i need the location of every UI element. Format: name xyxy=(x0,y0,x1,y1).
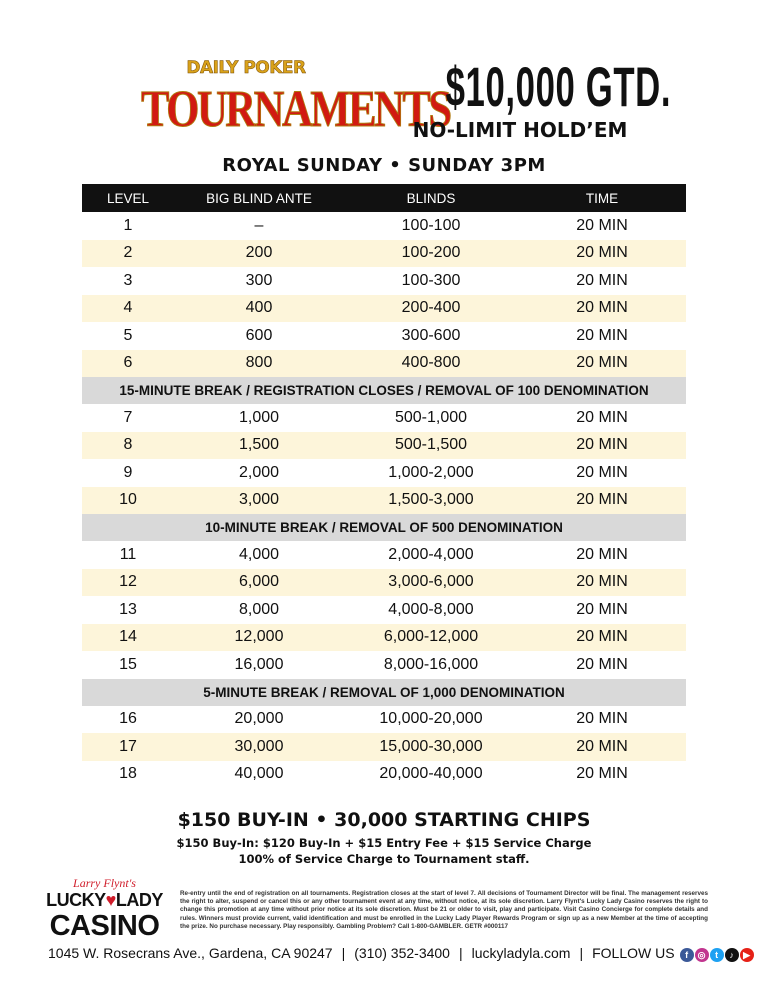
table-cell: 8,000-16,000 xyxy=(383,655,479,673)
table-cell: 15 xyxy=(119,655,137,673)
table-row xyxy=(82,651,686,679)
table-cell: 9 xyxy=(123,463,133,481)
table-cell: 14 xyxy=(119,628,137,646)
tiktok-icon[interactable]: ♪ xyxy=(725,948,739,962)
table-cell: 20 MIN xyxy=(576,491,628,509)
table-cell: 20 MIN xyxy=(576,326,628,344)
table-cell: 600 xyxy=(245,326,273,344)
table-cell: 20 MIN xyxy=(576,408,628,426)
table-cell: 12 xyxy=(119,573,137,591)
table-cell: 200 xyxy=(245,244,273,262)
table-cell: 16 xyxy=(119,710,137,728)
buyin-title: $150 BUY-IN • 30,000 STARTING CHIPS xyxy=(177,809,591,831)
table-header xyxy=(82,184,686,212)
table-cell: 300 xyxy=(245,271,273,289)
table-cell: 4 xyxy=(123,299,133,317)
table-cell: 1,500-3,000 xyxy=(388,491,474,509)
table-cell: 5 xyxy=(123,326,133,344)
table-body xyxy=(82,212,686,788)
table-cell: 2,000 xyxy=(238,463,280,481)
youtube-icon[interactable]: ▶ xyxy=(740,948,754,962)
follow-us-label: FOLLOW US xyxy=(592,945,675,961)
table-cell: 8,000 xyxy=(238,600,280,618)
game-type: NO-LIMIT HOLD’EM xyxy=(412,118,628,142)
address: 1045 W. Rosecrans Ave., Gardena, CA 90247 xyxy=(48,945,333,961)
table-cell: 2 xyxy=(123,244,133,262)
table-cell: 3,000 xyxy=(238,491,280,509)
table-row xyxy=(82,733,686,761)
table-cell: 500-1,000 xyxy=(394,408,468,426)
column-header: LEVEL xyxy=(106,190,150,206)
website-link[interactable]: luckyladyla.com xyxy=(471,945,571,961)
structure-table xyxy=(82,184,686,788)
table-cell: 200-400 xyxy=(401,299,461,317)
table-row xyxy=(82,267,686,295)
table-cell: 13 xyxy=(119,600,137,618)
brand-lucky-lady xyxy=(42,890,167,911)
table-cell: 100-300 xyxy=(401,271,461,289)
table-cell: 15,000-30,000 xyxy=(379,737,483,755)
table-cell: 300-600 xyxy=(401,326,461,344)
table-cell: 20 MIN xyxy=(576,299,628,317)
table-row xyxy=(82,459,686,487)
heart-icon: ♥ xyxy=(105,890,116,910)
table-cell: 20 MIN xyxy=(576,573,628,591)
facebook-icon[interactable]: f xyxy=(680,948,694,962)
table-cell: 17 xyxy=(119,737,137,755)
table-cell: 1,000-2,000 xyxy=(388,463,474,481)
table-cell: 16,000 xyxy=(234,655,284,673)
table-cell: 7 xyxy=(123,408,133,426)
table-row xyxy=(82,761,686,789)
break-label: 10-MINUTE BREAK / REMOVAL OF 500 DENOMINATION xyxy=(205,520,563,535)
table-row xyxy=(82,240,686,268)
table-cell: 100-200 xyxy=(401,244,461,262)
table-cell: 2,000-4,000 xyxy=(388,545,474,563)
table-row xyxy=(82,322,686,350)
table-row xyxy=(82,596,686,624)
table-row xyxy=(82,404,686,432)
break-row xyxy=(82,679,686,706)
table-cell: 20 MIN xyxy=(576,216,628,234)
contact-bar xyxy=(48,944,751,962)
table-row xyxy=(82,487,686,515)
table-cell: 4,000 xyxy=(238,545,280,563)
table-cell: 20,000 xyxy=(234,710,284,728)
separator: | xyxy=(458,945,463,961)
column-header: TIME xyxy=(585,190,619,206)
logo-title: TOURNAMENTS xyxy=(141,81,450,138)
table-row xyxy=(82,569,686,597)
table-cell: 11 xyxy=(119,545,137,563)
table-cell: 12,000 xyxy=(234,628,284,646)
table-row xyxy=(82,541,686,569)
event-title: ROYAL SUNDAY • SUNDAY 3PM xyxy=(222,155,546,176)
guarantee-amount: $10,000 GTD. xyxy=(445,55,672,118)
table-row xyxy=(82,706,686,734)
disclaimer: Re-entry until the end of registration on all tournaments. Registration closes at the start of level 7. All decisions of Tournament Director will be final. The management reserves the right to alter, suspend or cancel this or any other tournament event at any time, without notice, at its sole discretion. Larry Flynt's Lucky Lady Casino reserves the right to change this promotion at any time without prior notice at its sole discretion. Must be 21 or older to visit, play and participate. Visit Casino Concierge for complete details and rules. Winners must provide current, valid identification and must be enrolled in the Lucky Lady Player Rewards Program or sign up as a new Member at the time of accepting the prize. No purchase necessary. Play responsibly. Gambling Problem? Call 1-800-GAMBLER. GETR #000117 xyxy=(180,890,708,930)
table-cell: 6 xyxy=(123,354,133,372)
table-row xyxy=(82,624,686,652)
break-label: 5-MINUTE BREAK / REMOVAL OF 1,000 DENOMINATION xyxy=(203,684,565,700)
table-row xyxy=(82,350,686,378)
table-cell: 500-1,500 xyxy=(394,436,468,454)
table-row xyxy=(82,432,686,460)
table-cell: – xyxy=(254,216,264,234)
brand-lucky: LUCKY xyxy=(46,890,106,910)
instagram-icon[interactable]: ◎ xyxy=(695,948,709,962)
table-cell: 20 MIN xyxy=(576,765,628,783)
table-cell: 20 MIN xyxy=(576,463,628,481)
brand-casino: CASINO xyxy=(49,910,160,942)
column-header: BIG BLIND ANTE xyxy=(206,190,312,206)
social-icons xyxy=(679,944,754,962)
table-cell: 20 MIN xyxy=(576,737,628,755)
table-cell: 800 xyxy=(245,354,273,372)
table-cell: 20 MIN xyxy=(576,271,628,289)
separator: | xyxy=(579,945,584,961)
buyin-breakdown: $150 Buy-In: $120 Buy-In + $15 Entry Fee + $15 Service Charge xyxy=(176,836,592,850)
break-label: 15-MINUTE BREAK / REGISTRATION CLOSES / REMOVAL OF 100 DENOMINATION xyxy=(119,383,649,398)
lucky-lady-casino-logo xyxy=(42,876,167,942)
table-cell: 10,000-20,000 xyxy=(379,710,483,728)
table-cell: 400-800 xyxy=(401,354,461,372)
table-cell: 20 MIN xyxy=(576,436,628,454)
brand-script: Larry Flynt's xyxy=(73,876,136,890)
table-cell: 30,000 xyxy=(234,737,284,755)
service-charge-note: 100% of Service Charge to Tournament staff. xyxy=(238,852,530,866)
separator: | xyxy=(341,945,346,961)
table-cell: 20 MIN xyxy=(576,628,628,646)
table-row xyxy=(82,212,686,240)
phone[interactable]: (310) 352-3400 xyxy=(354,945,450,961)
break-row xyxy=(82,514,686,541)
break-row xyxy=(82,377,686,404)
table-cell: 20 MIN xyxy=(576,244,628,262)
table-row xyxy=(82,295,686,323)
table-cell: 10 xyxy=(119,491,137,509)
table-cell: 18 xyxy=(119,765,137,783)
table-cell: 4,000-8,000 xyxy=(388,600,474,618)
table-cell: 20 MIN xyxy=(576,655,628,673)
logo-subtitle: DAILY POKER xyxy=(186,58,306,78)
table-cell: 1,000 xyxy=(238,408,280,426)
column-header: BLINDS xyxy=(406,190,456,206)
table-cell: 8 xyxy=(123,436,133,454)
table-cell: 6,000 xyxy=(238,573,280,591)
table-cell: 40,000 xyxy=(234,765,284,783)
table-cell: 20 MIN xyxy=(576,354,628,372)
table-cell: 20 MIN xyxy=(576,545,628,563)
table-cell: 400 xyxy=(245,299,273,317)
daily-poker-tournaments-logo xyxy=(118,58,450,166)
table-cell: 20,000-40,000 xyxy=(379,765,483,783)
table-cell: 3,000-6,000 xyxy=(388,573,474,591)
table-cell: 20 MIN xyxy=(576,600,628,618)
table-cell: 1 xyxy=(123,216,133,234)
table-cell: 20 MIN xyxy=(576,710,628,728)
brand-lady: LADY xyxy=(115,890,163,910)
table-cell: 100-100 xyxy=(401,216,461,234)
table-cell: 6,000-12,000 xyxy=(383,628,479,646)
table-cell: 3 xyxy=(123,271,133,289)
table-cell: 1,500 xyxy=(238,436,280,454)
twitter-icon[interactable]: t xyxy=(710,948,724,962)
